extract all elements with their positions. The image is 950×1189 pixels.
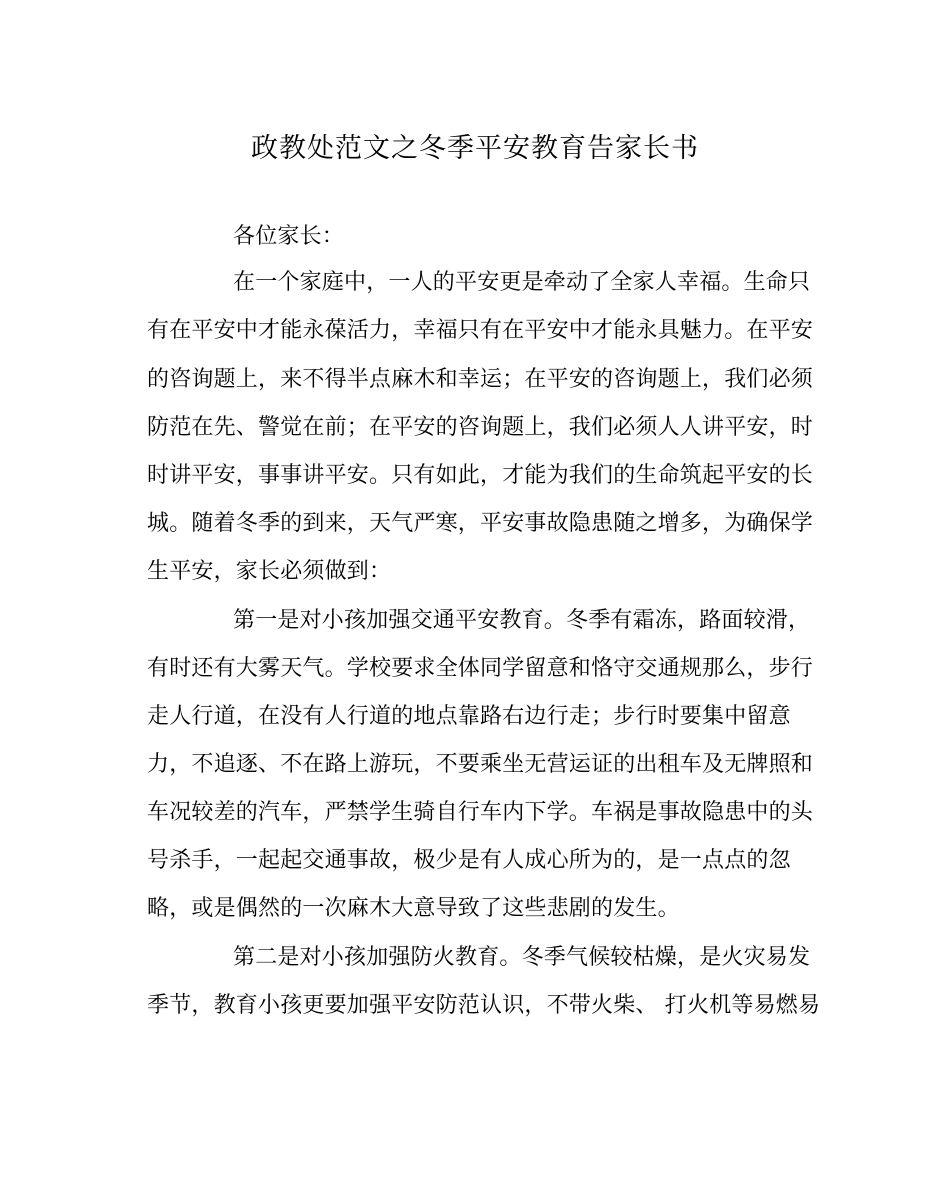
paragraph-2-line-1: 第一是对小孩加强交通平安教育。冬季有霜冻，路面较滑， [233, 608, 811, 633]
paragraph-1-line-7: 生平安，家长必须做到： [147, 559, 392, 584]
paragraph-2-line-6: 号杀手，一起起交通事故，极少是有人成心所为的，是一点点的忽 [147, 848, 791, 873]
paragraph-2-line-3: 走人行道，在没有人行道的地点靠路右边行走；步行时要集中留意 [147, 704, 791, 729]
paragraph-1-line-6: 城。随着冬季的到来，天气严寒，平安事故隐患随之增多，为确保学 [147, 511, 814, 536]
paragraph-1-line-1: 在一个家庭中，一人的平安更是牵动了全家人幸福。生命只 [233, 270, 811, 295]
document-title: 政教处范文之冬季平安教育告家长书 [251, 133, 699, 164]
paragraph-3-line-1: 第二是对小孩加强防火教育。冬季气候较枯燥，是火灾易发 [233, 945, 811, 970]
paragraph-3-line-2: 季节，教育小孩更要加强平安防范认识，不带火柴、 打火机等易燃易 [147, 993, 821, 1018]
salutation: 各位家长： [233, 224, 345, 249]
paragraph-2-line-4: 力，不追逐、不在路上游玩，不要乘坐无营运证的出租车及无牌照和 [147, 752, 814, 777]
paragraph-1-line-2: 有在平安中才能永葆活力，幸福只有在平安中才能永具魅力。在平安 [147, 318, 814, 343]
paragraph-1-line-3: 的咨询题上，来不得半点麻木和幸运；在平安的咨询题上，我们必须 [147, 367, 814, 392]
paragraph-1-line-5: 时讲平安，事事讲平安。只有如此，才能为我们的生命筑起平安的长 [147, 463, 814, 488]
paragraph-1-line-4: 防范在先、警觉在前；在平安的咨询题上，我们必须人人讲平安，时 [147, 415, 814, 440]
paragraph-2-line-2: 有时还有大雾天气。学校要求全体同学留意和恪守交通规那么，步行 [147, 656, 814, 681]
paragraph-2-line-5: 车况较差的汽车，严禁学生骑自行车内下学。车祸是事故隐患中的头 [147, 800, 814, 825]
paragraph-2-line-7: 略，或是偶然的一次麻木大意导致了这些悲剧的发生。 [147, 896, 680, 921]
